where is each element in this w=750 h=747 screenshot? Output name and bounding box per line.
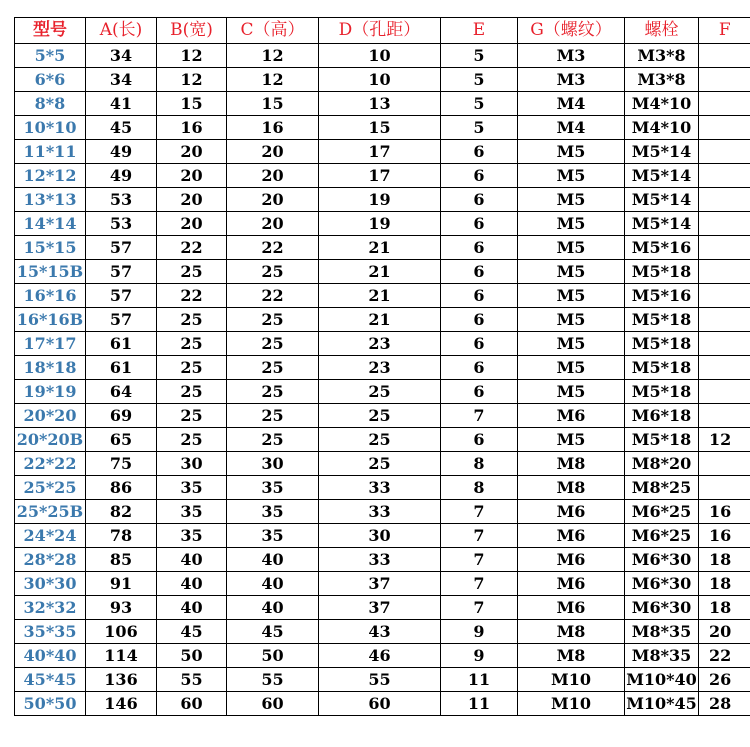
cell-bolt: M5*14 [625,164,699,188]
cell-g-thread: M3 [518,44,625,68]
cell-f [699,44,750,68]
cell-a-length: 69 [86,404,157,428]
cell-b-width: 20 [157,188,227,212]
table-row [15,140,750,164]
cell-bolt: M5*18 [625,356,699,380]
cell-c-height: 12 [227,44,319,68]
table-row [15,236,750,260]
cell-f: 20 [699,620,750,644]
cell-bolt: M8*20 [625,452,699,476]
cell-e: 5 [441,116,518,140]
cell-d-hole-distance: 21 [319,308,441,332]
cell-e: 5 [441,44,518,68]
cell-b-width: 20 [157,164,227,188]
header-bolt: 螺栓 [625,18,699,44]
cell-d-hole-distance: 33 [319,500,441,524]
cell-e: 7 [441,548,518,572]
cell-model: 20*20 [15,404,86,428]
cell-e: 5 [441,68,518,92]
table-row [15,452,750,476]
cell-e: 8 [441,476,518,500]
cell-a-length: 106 [86,620,157,644]
cell-d-hole-distance: 25 [319,428,441,452]
cell-a-length: 78 [86,524,157,548]
cell-d-hole-distance: 13 [319,92,441,116]
cell-g-thread: M5 [518,380,625,404]
cell-f [699,212,750,236]
cell-a-length: 41 [86,92,157,116]
cell-c-height: 35 [227,476,319,500]
cell-c-height: 12 [227,68,319,92]
cell-model: 13*13 [15,188,86,212]
cell-e: 6 [441,356,518,380]
table-body [15,44,750,716]
cell-c-height: 25 [227,260,319,284]
cell-model: 17*17 [15,332,86,356]
cell-d-hole-distance: 10 [319,44,441,68]
cell-b-width: 35 [157,476,227,500]
cell-model: 25*25B [15,500,86,524]
cell-bolt: M5*18 [625,332,699,356]
cell-a-length: 34 [86,68,157,92]
cell-e: 6 [441,380,518,404]
cell-e: 7 [441,572,518,596]
cell-e: 9 [441,644,518,668]
cell-b-width: 20 [157,212,227,236]
cell-f [699,236,750,260]
table-row [15,188,750,212]
cell-g-thread: M5 [518,260,625,284]
cell-d-hole-distance: 60 [319,692,441,716]
cell-model: 25*25 [15,476,86,500]
cell-g-thread: M10 [518,692,625,716]
cell-a-length: 49 [86,140,157,164]
cell-c-height: 20 [227,212,319,236]
cell-b-width: 60 [157,692,227,716]
table-row [15,212,750,236]
cell-bolt: M3*8 [625,44,699,68]
cell-d-hole-distance: 33 [319,476,441,500]
cell-g-thread: M8 [518,452,625,476]
cell-f [699,476,750,500]
cell-d-hole-distance: 19 [319,212,441,236]
cell-bolt: M10*45 [625,692,699,716]
cell-e: 11 [441,668,518,692]
header-e: E [441,18,518,44]
cell-e: 8 [441,452,518,476]
cell-f: 18 [699,572,750,596]
cell-e: 6 [441,284,518,308]
cell-f: 26 [699,668,750,692]
cell-model: 14*14 [15,212,86,236]
cell-c-height: 40 [227,596,319,620]
cell-bolt: M8*35 [625,620,699,644]
cell-g-thread: M8 [518,644,625,668]
cell-b-width: 12 [157,44,227,68]
cell-g-thread: M5 [518,188,625,212]
cell-model: 19*19 [15,380,86,404]
cell-c-height: 20 [227,140,319,164]
cell-b-width: 40 [157,596,227,620]
cell-c-height: 45 [227,620,319,644]
cell-model: 16*16B [15,308,86,332]
cell-g-thread: M5 [518,212,625,236]
cell-e: 5 [441,92,518,116]
cell-c-height: 22 [227,284,319,308]
cell-f: 16 [699,500,750,524]
cell-g-thread: M5 [518,164,625,188]
cell-c-height: 25 [227,428,319,452]
cell-d-hole-distance: 23 [319,356,441,380]
cell-model: 12*12 [15,164,86,188]
cell-b-width: 25 [157,428,227,452]
header-g-thread: G（螺纹） [518,18,625,44]
table-row [15,668,750,692]
header-model: 型号 [15,18,86,44]
cell-model: 18*18 [15,356,86,380]
cell-f [699,260,750,284]
cell-f: 16 [699,524,750,548]
table-row [15,548,750,572]
cell-bolt: M6*25 [625,500,699,524]
table-row [15,620,750,644]
cell-b-width: 25 [157,380,227,404]
cell-d-hole-distance: 10 [319,68,441,92]
cell-d-hole-distance: 21 [319,236,441,260]
cell-e: 6 [441,164,518,188]
cell-b-width: 25 [157,260,227,284]
table-row [15,500,750,524]
table-row [15,44,750,68]
cell-model: 8*8 [15,92,86,116]
cell-bolt: M5*16 [625,236,699,260]
table-row [15,116,750,140]
cell-f: 22 [699,644,750,668]
cell-d-hole-distance: 17 [319,164,441,188]
cell-a-length: 82 [86,500,157,524]
header-b-width: B(宽) [157,18,227,44]
cell-d-hole-distance: 43 [319,620,441,644]
cell-f: 12 [699,428,750,452]
cell-model: 10*10 [15,116,86,140]
cell-e: 6 [441,188,518,212]
cell-model: 28*28 [15,548,86,572]
cell-c-height: 25 [227,332,319,356]
cell-d-hole-distance: 55 [319,668,441,692]
cell-bolt: M5*18 [625,428,699,452]
cell-d-hole-distance: 15 [319,116,441,140]
cell-e: 7 [441,524,518,548]
cell-g-thread: M5 [518,428,625,452]
cell-c-height: 25 [227,308,319,332]
cell-c-height: 15 [227,92,319,116]
cell-bolt: M5*14 [625,212,699,236]
cell-g-thread: M4 [518,92,625,116]
cell-a-length: 64 [86,380,157,404]
cell-bolt: M5*14 [625,140,699,164]
cell-e: 7 [441,500,518,524]
cell-bolt: M10*40 [625,668,699,692]
cell-a-length: 34 [86,44,157,68]
cell-model: 16*16 [15,284,86,308]
cell-model: 32*32 [15,596,86,620]
cell-bolt: M6*30 [625,572,699,596]
cell-d-hole-distance: 25 [319,380,441,404]
cell-e: 6 [441,236,518,260]
cell-f [699,92,750,116]
cell-bolt: M5*14 [625,188,699,212]
cell-b-width: 55 [157,668,227,692]
cell-bolt: M6*25 [625,524,699,548]
cell-d-hole-distance: 37 [319,572,441,596]
cell-g-thread: M4 [518,116,625,140]
cell-g-thread: M5 [518,356,625,380]
cell-a-length: 61 [86,356,157,380]
cell-e: 6 [441,332,518,356]
cell-a-length: 53 [86,188,157,212]
table-row [15,596,750,620]
cell-a-length: 45 [86,116,157,140]
cell-model: 35*35 [15,620,86,644]
cell-d-hole-distance: 25 [319,404,441,428]
cell-d-hole-distance: 33 [319,548,441,572]
cell-model: 15*15 [15,236,86,260]
cell-f [699,452,750,476]
cell-g-thread: M5 [518,308,625,332]
cell-model: 20*20B [15,428,86,452]
cell-g-thread: M8 [518,620,625,644]
cell-g-thread: M5 [518,140,625,164]
cell-model: 45*45 [15,668,86,692]
cell-e: 7 [441,596,518,620]
cell-g-thread: M6 [518,500,625,524]
cell-a-length: 75 [86,452,157,476]
cell-g-thread: M5 [518,332,625,356]
cell-model: 11*11 [15,140,86,164]
cell-bolt: M5*18 [625,308,699,332]
cell-bolt: M4*10 [625,92,699,116]
cell-e: 11 [441,692,518,716]
cell-bolt: M8*25 [625,476,699,500]
cell-c-height: 55 [227,668,319,692]
cell-model: 40*40 [15,644,86,668]
spec-table [14,17,750,716]
header-d-hole-distance: D（孔距） [319,18,441,44]
cell-f [699,308,750,332]
cell-bolt: M5*18 [625,380,699,404]
cell-a-length: 114 [86,644,157,668]
cell-d-hole-distance: 17 [319,140,441,164]
cell-b-width: 25 [157,356,227,380]
cell-c-height: 30 [227,452,319,476]
cell-model: 22*22 [15,452,86,476]
cell-a-length: 61 [86,332,157,356]
cell-f [699,380,750,404]
cell-b-width: 20 [157,140,227,164]
cell-d-hole-distance: 23 [319,332,441,356]
cell-g-thread: M5 [518,284,625,308]
cell-a-length: 57 [86,284,157,308]
cell-g-thread: M3 [518,68,625,92]
cell-g-thread: M6 [518,524,625,548]
cell-e: 6 [441,260,518,284]
cell-g-thread: M8 [518,476,625,500]
table-row [15,428,750,452]
header-a-length: A(长) [86,18,157,44]
table-row [15,644,750,668]
table-row [15,356,750,380]
cell-d-hole-distance: 30 [319,524,441,548]
cell-g-thread: M6 [518,596,625,620]
cell-g-thread: M6 [518,548,625,572]
cell-f [699,116,750,140]
cell-f: 18 [699,596,750,620]
cell-model: 15*15B [15,260,86,284]
cell-bolt: M5*18 [625,260,699,284]
cell-c-height: 50 [227,644,319,668]
cell-a-length: 57 [86,260,157,284]
cell-g-thread: M6 [518,572,625,596]
cell-f [699,188,750,212]
cell-b-width: 25 [157,332,227,356]
cell-g-thread: M5 [518,236,625,260]
cell-d-hole-distance: 21 [319,260,441,284]
cell-a-length: 93 [86,596,157,620]
cell-a-length: 136 [86,668,157,692]
cell-a-length: 53 [86,212,157,236]
cell-b-width: 16 [157,116,227,140]
cell-f: 28 [699,692,750,716]
table-row [15,164,750,188]
cell-f [699,332,750,356]
table-row [15,404,750,428]
cell-g-thread: M10 [518,668,625,692]
cell-model: 6*6 [15,68,86,92]
table-row [15,308,750,332]
cell-c-height: 20 [227,188,319,212]
cell-d-hole-distance: 46 [319,644,441,668]
cell-b-width: 35 [157,500,227,524]
cell-b-width: 40 [157,572,227,596]
cell-b-width: 15 [157,92,227,116]
cell-a-length: 57 [86,308,157,332]
cell-model: 30*30 [15,572,86,596]
cell-b-width: 25 [157,404,227,428]
cell-bolt: M8*35 [625,644,699,668]
header-f: F [699,18,750,44]
cell-d-hole-distance: 37 [319,596,441,620]
table-row [15,572,750,596]
table-row [15,476,750,500]
cell-f [699,68,750,92]
header-row [15,18,750,44]
cell-a-length: 91 [86,572,157,596]
cell-d-hole-distance: 21 [319,284,441,308]
cell-b-width: 12 [157,68,227,92]
cell-bolt: M6*18 [625,404,699,428]
cell-model: 24*24 [15,524,86,548]
cell-a-length: 49 [86,164,157,188]
cell-d-hole-distance: 19 [319,188,441,212]
cell-bolt: M5*16 [625,284,699,308]
cell-e: 6 [441,308,518,332]
cell-b-width: 45 [157,620,227,644]
table-row [15,92,750,116]
cell-f [699,140,750,164]
cell-bolt: M4*10 [625,116,699,140]
cell-c-height: 22 [227,236,319,260]
cell-e: 9 [441,620,518,644]
cell-c-height: 35 [227,500,319,524]
cell-c-height: 25 [227,356,319,380]
cell-model: 50*50 [15,692,86,716]
cell-d-hole-distance: 25 [319,452,441,476]
cell-b-width: 22 [157,284,227,308]
cell-bolt: M6*30 [625,596,699,620]
table-row [15,68,750,92]
cell-b-width: 25 [157,308,227,332]
cell-f [699,164,750,188]
cell-c-height: 16 [227,116,319,140]
cell-c-height: 40 [227,548,319,572]
cell-b-width: 22 [157,236,227,260]
cell-bolt: M3*8 [625,68,699,92]
table-row [15,260,750,284]
table-row [15,332,750,356]
cell-a-length: 57 [86,236,157,260]
cell-b-width: 30 [157,452,227,476]
cell-a-length: 146 [86,692,157,716]
cell-e: 6 [441,212,518,236]
cell-g-thread: M6 [518,404,625,428]
cell-e: 6 [441,428,518,452]
table-row [15,524,750,548]
cell-b-width: 35 [157,524,227,548]
cell-c-height: 60 [227,692,319,716]
cell-e: 7 [441,404,518,428]
cell-f: 18 [699,548,750,572]
cell-c-height: 35 [227,524,319,548]
cell-model: 5*5 [15,44,86,68]
cell-c-height: 25 [227,380,319,404]
table-row [15,284,750,308]
cell-f [699,404,750,428]
header-c-height: C（高） [227,18,319,44]
cell-e: 6 [441,140,518,164]
cell-a-length: 65 [86,428,157,452]
table-row [15,692,750,716]
cell-f [699,356,750,380]
cell-c-height: 20 [227,164,319,188]
cell-a-length: 86 [86,476,157,500]
cell-b-width: 40 [157,548,227,572]
cell-c-height: 40 [227,572,319,596]
cell-b-width: 50 [157,644,227,668]
table-row [15,380,750,404]
cell-a-length: 85 [86,548,157,572]
cell-c-height: 25 [227,404,319,428]
cell-f [699,284,750,308]
cell-bolt: M6*30 [625,548,699,572]
